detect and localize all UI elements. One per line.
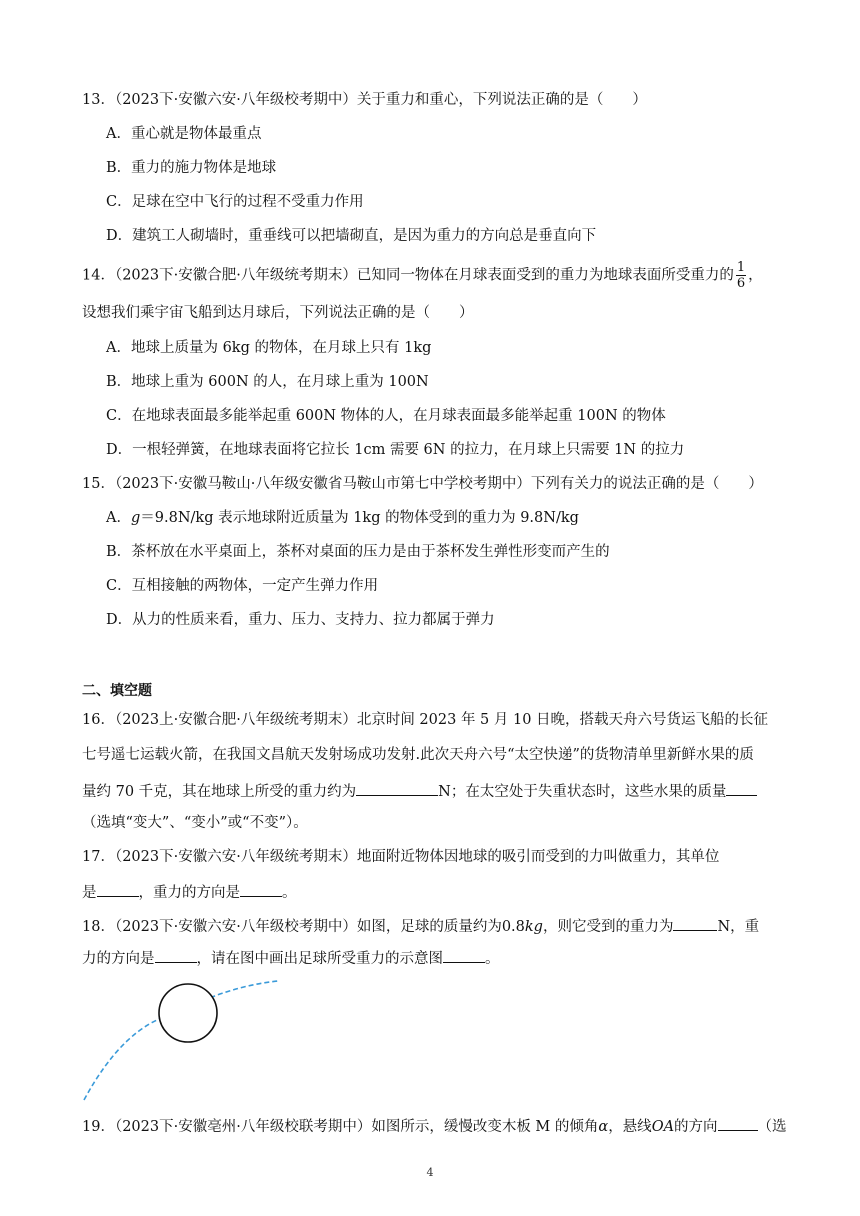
q18-line1 (82, 915, 759, 937)
q15-option-c: C．互相接触的两物体，一定产生弹力作用 (106, 578, 379, 594)
q18-line1-text-c: N，重 (717, 919, 760, 935)
q18-line1-text-a: 18．（2023下·安徽六安·八年级校考期中）如图，足球的质量约为 (82, 919, 502, 935)
q16-line2: 七号遥七运载火箭，在我国文昌航天发射场成功发射.此次天舟六号“太空快递”的货物清单里新鲜水果的质 (82, 747, 754, 763)
answer-blank[interactable] (240, 881, 282, 897)
answer-blank[interactable] (356, 780, 438, 796)
angle-alpha-symbol: α (598, 1119, 609, 1135)
q15-option-a (106, 508, 579, 528)
q16-line3 (82, 780, 757, 802)
q17-line2-text-a: 是 (82, 885, 97, 901)
q14-option-c: C．在地球表面最多能举起重 600N 物体的人，在月球表面最多能举起重 100N 的物体 (106, 408, 666, 424)
q14-option-d: D．一根轻弹簧，在地球表面将它拉长 1cm 需要 6N 的拉力，在月球上只需要 1N 的拉力 (106, 442, 685, 458)
football-circle (159, 984, 217, 1042)
section-heading-fill-in: 二、填空题 (82, 683, 152, 699)
q13-stem: 13．（2023下·安徽六安·八年级校考期中）关于重力和重心，下列说法正确的是（ ） (82, 92, 647, 108)
q15-option-d: D．从力的性质来看，重力、压力、支持力、拉力都属于弹力 (106, 612, 495, 628)
q16-line4: （选填“变大”、“变小”或“不变”）。 (82, 815, 308, 831)
football-diagram (78, 976, 288, 1106)
answer-blank[interactable] (97, 881, 139, 897)
q14-option-b: B．地球上重为 600N 的人，在月球上重为 100N (106, 374, 429, 390)
football-figure (78, 976, 288, 1110)
q14-stem-part1: 14．（2023下·安徽合肥·八年级统考期末）已知同一物体在月球表面受到的重力为地球表面所受重力的 (82, 267, 734, 284)
line-oa-label: OA (651, 1119, 675, 1135)
q18-line2-text-c: 。 (485, 951, 500, 967)
q17-line1: 17．（2023下·安徽六安·八年级统考期末）地面附近物体因地球的吸引而受到的力叫做重力，其单位 (82, 849, 720, 865)
q19-line1-text-c: 的方向 (674, 1119, 718, 1135)
q19-line1-text-b: ，悬线 (608, 1119, 652, 1135)
q15-option-a-prefix: A． (106, 510, 131, 526)
q19-line1 (82, 1115, 787, 1137)
q13-option-c: C．足球在空中飞行的过程不受重力作用 (106, 194, 364, 210)
q15-option-b: B．茶杯放在水平桌面上，茶杯对桌面的压力是由于茶杯发生弹性形变而产生的 (106, 544, 610, 560)
q13-option-a: A．重心就是物体最重点 (106, 126, 262, 142)
q14-stem-line2: 设想我们乘宇宙飞船到达月球后，下列说法正确的是（ ） (82, 305, 474, 321)
q13-option-b: B．重力的施力物体是地球 (106, 160, 277, 176)
q18-line2 (82, 947, 500, 969)
answer-blank[interactable] (443, 947, 485, 963)
q14-stem-part2: ， (748, 267, 763, 284)
q19-line1-text-d: （选 (757, 1119, 787, 1135)
q14-stem-line1 (82, 260, 763, 291)
q18-line2-text-b: ，请在图中画出足球所受重力的示意图 (196, 951, 443, 967)
q15-option-a-text: ＝9.8N/kg 表示地球附近质量为 1kg 的物体受到的重力为 9.8N/kg (140, 510, 579, 526)
answer-blank[interactable] (673, 915, 717, 931)
q14-fraction (736, 260, 746, 291)
q18-mass-value: 0.8 (501, 919, 525, 935)
q15-stem: 15．（2023下·安徽马鞍山·八年级安徽省马鞍山市第七中学校考期中）下列有关力的说法正确的是（ ） (82, 476, 763, 492)
fraction-numerator: 1 (736, 260, 746, 275)
q16-line1: 16．（2023上·安徽合肥·八年级统考期末）北京时间 2023 年 5 月 10 日晚，搭载天舟六号货运飞船的长征 (82, 712, 769, 728)
q16-line3-text-b: N；在太空处于失重状态时，这些水果的质量 (438, 784, 727, 800)
q19-line1-text-a: 19．（2023下·安徽亳州·八年级校联考期中）如图所示，缓慢改变木板 M 的倾角 (82, 1119, 599, 1135)
q17-line2-text-b: ，重力的方向是 (138, 885, 240, 901)
page-number: 4 (426, 1166, 434, 1179)
q18-line1-text-b: ，则它受到的重力为 (542, 919, 674, 935)
answer-blank[interactable] (726, 780, 757, 796)
q14-option-a: A．地球上质量为 6kg 的物体，在月球上只有 1kg (106, 340, 432, 356)
gravity-constant-symbol: g (130, 510, 141, 526)
answer-blank[interactable] (155, 947, 197, 963)
answer-blank[interactable] (718, 1115, 758, 1131)
q17-line2-text-c: 。 (282, 885, 297, 901)
q13-option-d: D．建筑工人砌墙时，重垂线可以把墙砌直，是因为重力的方向总是垂直向下 (106, 228, 597, 244)
fraction-denominator: 6 (736, 276, 746, 291)
q16-line3-text-a: 量约 70 千克，其在地球上所受的重力约为 (82, 784, 357, 800)
q18-mass-unit: kg (524, 919, 543, 935)
q18-line2-text-a: 力的方向是 (82, 951, 155, 967)
q17-line2 (82, 881, 297, 903)
